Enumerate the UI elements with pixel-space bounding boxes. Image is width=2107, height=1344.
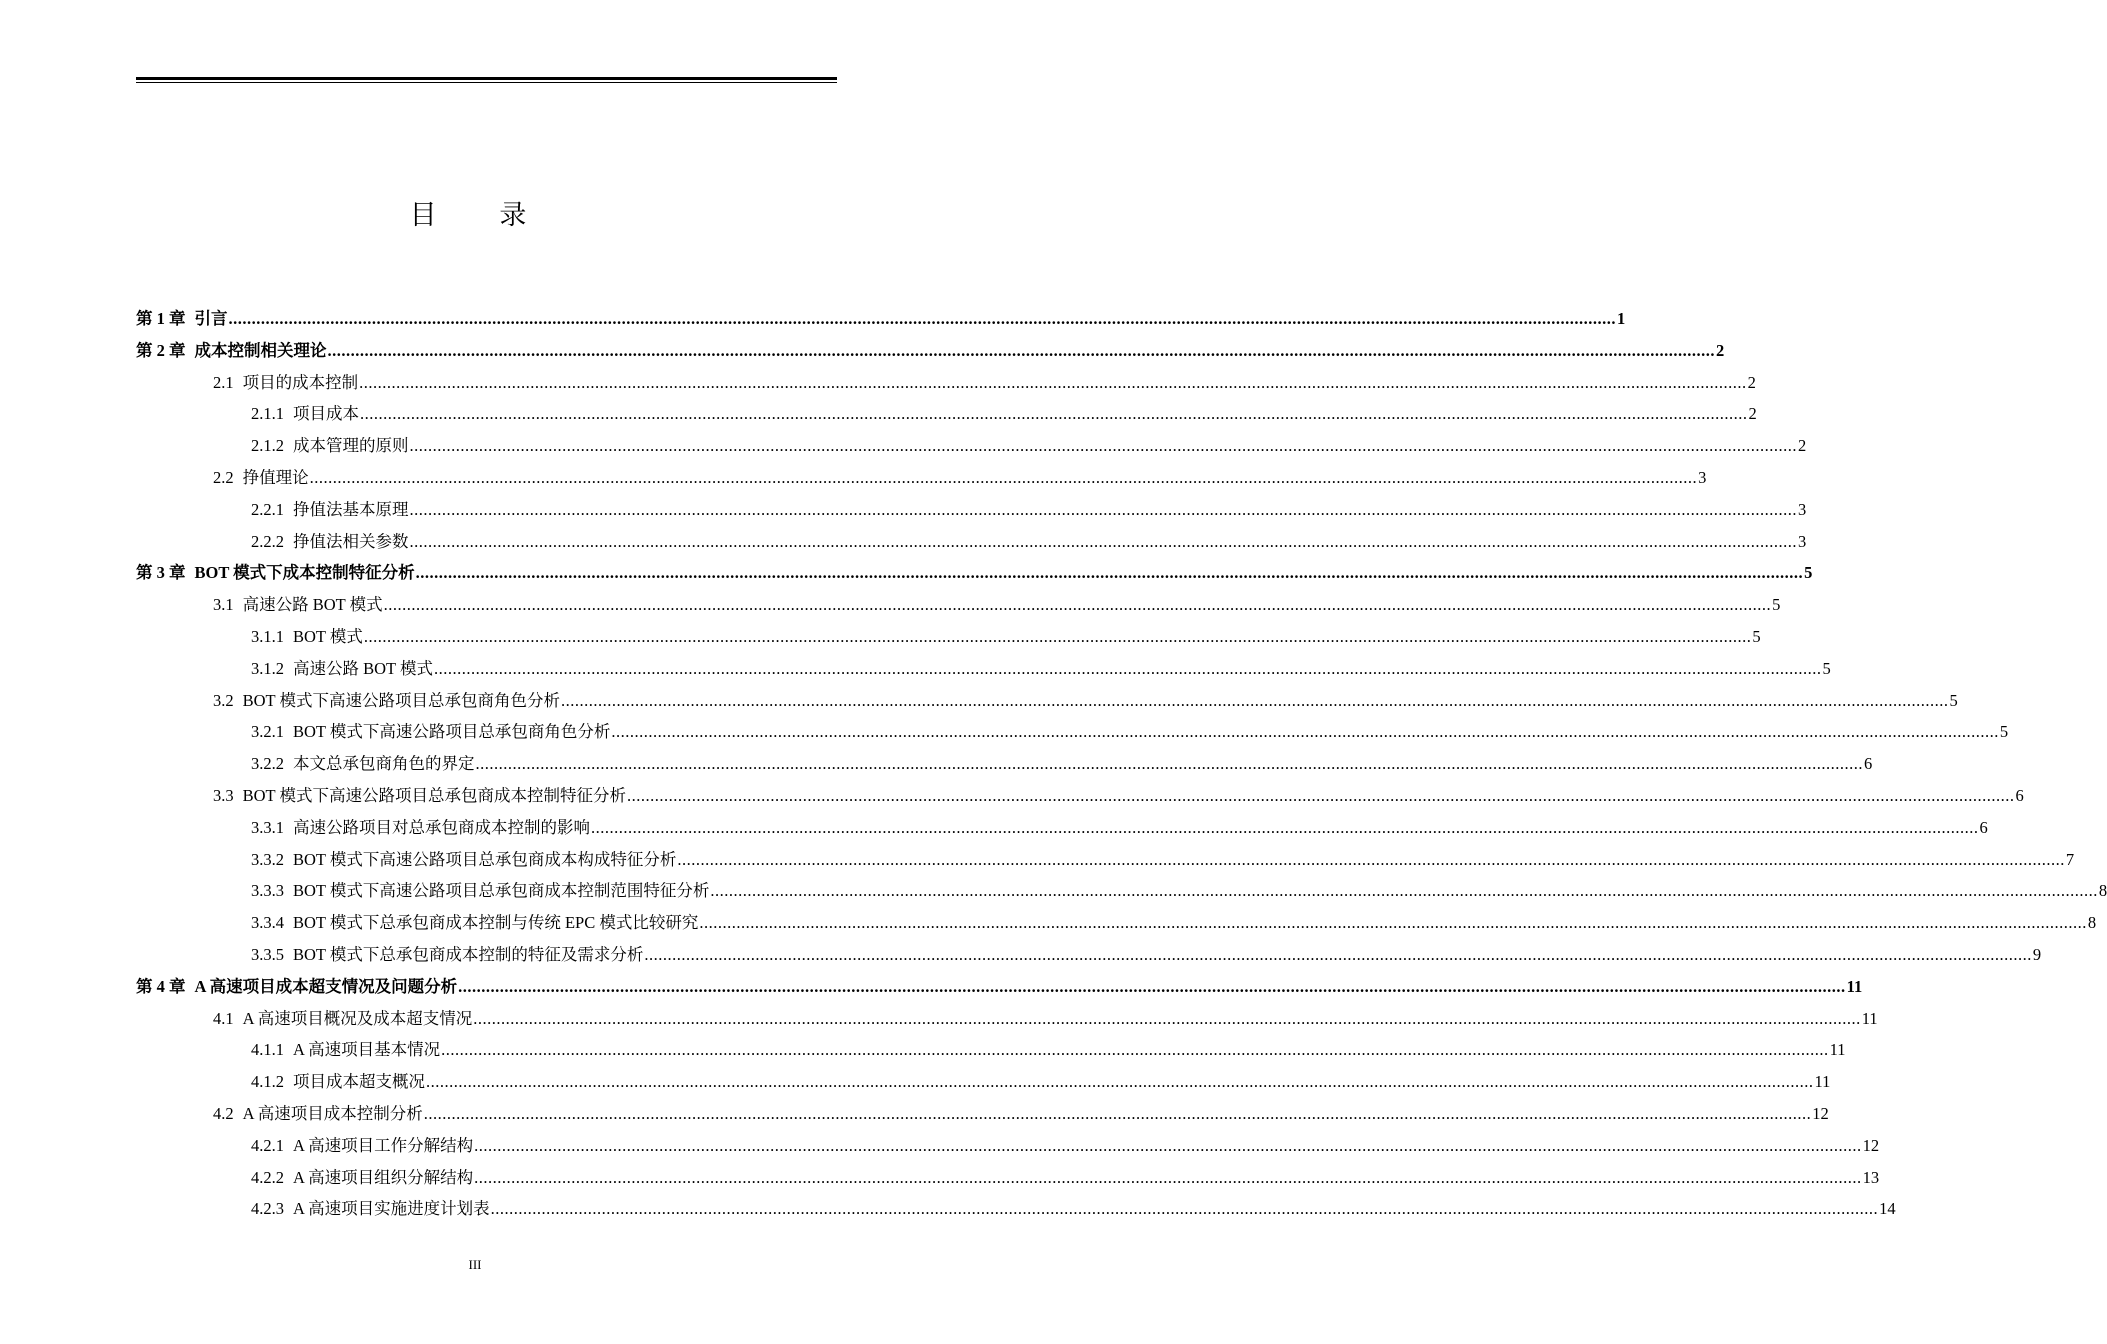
toc-entry-page: 5 xyxy=(1752,627,1761,646)
toc-entry-title: A 高速项目组织分解结构 xyxy=(293,1167,474,1187)
toc-entry-title: A 高速项目成本控制分析 xyxy=(242,1104,423,1123)
toc-entry-number: 3.2 xyxy=(213,690,234,710)
toc-entry[interactable] xyxy=(136,335,1725,367)
toc-dot-leader: ............................................................................................................................................................................................................................................................................................................ xyxy=(490,1199,1879,1219)
toc-dot-leader: ............................................................................................................................................................................................................................................................................................................ xyxy=(591,817,1979,837)
toc-entry-title: 本文总承包商角色的界定 xyxy=(293,754,475,774)
toc-dot-leader: ............................................................................................................................................................................................................................................................................................................ xyxy=(409,531,1797,551)
toc-dot-leader: ............................................................................................................................................................................................................................................................................................................ xyxy=(383,595,1772,615)
toc-entry-number: 3.2.1 xyxy=(251,722,284,742)
header-rule-thin xyxy=(136,82,837,83)
toc-dot-leader: ............................................................................................................................................................................................................................................................................................................ xyxy=(458,976,1846,996)
toc-entry-number: 3.1.2 xyxy=(251,658,284,678)
toc-dot-leader: ............................................................................................................................................................................................................................................................................................................ xyxy=(359,372,1747,392)
toc-entry-title: 高速公路 BOT 模式 xyxy=(293,658,433,678)
toc-entry-number: 2.1.2 xyxy=(251,436,284,456)
toc-entry[interactable] xyxy=(251,653,1831,685)
toc-entry[interactable] xyxy=(251,844,2075,876)
toc-entry-number: 2.2.1 xyxy=(251,499,284,519)
toc-entry-number: 4.2 xyxy=(213,1104,234,1123)
toc-entry-number: 4.1.2 xyxy=(251,1072,284,1092)
toc-entry-page: 6 xyxy=(2015,786,2024,805)
toc-entry-title: 成本管理的原则 xyxy=(293,436,409,456)
toc-entry-number: 第 3 章 xyxy=(136,563,186,583)
toc-entry-number: 4.1 xyxy=(213,1008,234,1028)
toc-entry-number: 3.3.1 xyxy=(251,817,284,837)
toc-entry-page: 11 xyxy=(1846,976,1863,996)
toc-entry-title: BOT 模式下高速公路项目总承包商成本构成特征分析 xyxy=(293,849,677,869)
toc-entry-number: 3.1 xyxy=(213,595,234,615)
toc-entry-page: 8 xyxy=(2087,913,2097,933)
toc-dot-leader: ............................................................................................................................................................................................................................................................................................................ xyxy=(710,881,2098,901)
toc-dot-leader: ............................................................................................................................................................................................................................................................................................................ xyxy=(473,1008,1861,1028)
toc-entry[interactable] xyxy=(213,462,1707,494)
toc-entry-page: 9 xyxy=(2032,945,2042,964)
toc-dot-leader: ............................................................................................................................................................................................................................................................................................................ xyxy=(611,722,1999,742)
toc-entry[interactable] xyxy=(213,780,2024,812)
toc-entry-page: 5 xyxy=(1822,658,1831,678)
toc-entry-number: 3.3 xyxy=(213,786,234,805)
toc-entry-title: A 高速项目工作分解结构 xyxy=(293,1135,474,1155)
toc-entry-page: 11 xyxy=(1829,1040,1846,1060)
toc-entry[interactable] xyxy=(251,1193,1896,1225)
toc-entry-page: 2 xyxy=(1798,436,1807,456)
toc-dot-leader: ............................................................................................................................................................................................................................................................................................................ xyxy=(626,786,2015,805)
toc-entry-title: BOT 模式下总承包商成本控制的特征及需求分析 xyxy=(293,945,644,964)
toc-dot-leader: ............................................................................................................................................................................................................................................................................................................ xyxy=(363,627,1752,646)
toc-entry-number: 3.3.2 xyxy=(251,849,284,869)
toc-entry-page: 8 xyxy=(2098,881,2107,901)
toc-dot-leader: ............................................................................................................................................................................................................................................................................................................ xyxy=(474,1135,1862,1155)
toc-entry-page: 13 xyxy=(1862,1167,1880,1187)
toc-entry-number: 2.2 xyxy=(213,468,234,487)
toc-entry[interactable] xyxy=(213,1003,1878,1035)
toc-entry-number: 3.3.5 xyxy=(251,945,284,964)
toc-entry[interactable] xyxy=(251,748,1873,780)
toc-entry-number: 2.2.2 xyxy=(251,531,284,551)
toc-entry-title: A 高速项目基本情况 xyxy=(293,1040,441,1060)
toc-entry-title: BOT 模式下高速公路项目总承包商角色分析 xyxy=(242,690,560,710)
toc-entry[interactable] xyxy=(251,1066,1831,1098)
toc-entry-title: 挣值法基本原理 xyxy=(293,499,409,519)
toc-dot-leader: ............................................................................................................................................................................................................................................................................................................ xyxy=(475,754,1863,774)
toc-dot-leader: ............................................................................................................................................................................................................................................................................................................ xyxy=(426,1072,1814,1092)
toc-dot-leader: ............................................................................................................................................................................................................................................................................................................ xyxy=(677,849,2065,869)
toc-entry-number: 3.3.4 xyxy=(251,913,284,933)
toc-entry[interactable] xyxy=(251,875,2107,907)
toc-entry-number: 4.2.1 xyxy=(251,1135,284,1155)
toc-entry-page: 5 xyxy=(1772,595,1781,615)
toc-entry-page: 7 xyxy=(2065,849,2075,869)
toc-entry-number: 2.1 xyxy=(213,372,234,392)
toc-entry-title: BOT 模式下高速公路项目总承包商成本控制特征分析 xyxy=(242,786,626,805)
toc-dot-leader: ............................................................................................................................................................................................................................................................................................................ xyxy=(415,563,1804,583)
toc-entry-title: 项目成本超支概况 xyxy=(293,1072,425,1092)
toc-entry-number: 4.1.1 xyxy=(251,1040,284,1060)
toc-entry-page: 1 xyxy=(1617,309,1626,328)
toc-entry[interactable] xyxy=(213,685,1958,717)
toc-entry-title: 项目成本 xyxy=(293,404,359,424)
toc-entry-page: 11 xyxy=(1861,1008,1878,1028)
toc-entry[interactable] xyxy=(251,939,2042,971)
toc-entry-page: 14 xyxy=(1879,1199,1896,1219)
toc-dot-leader: ............................................................................................................................................................................................................................................................................................................ xyxy=(699,913,2087,933)
toc-entry-title: 项目的成本控制 xyxy=(242,372,359,392)
toc-entry[interactable] xyxy=(136,557,1813,589)
toc-entry-page: 2 xyxy=(1747,372,1756,392)
toc-entry-number: 第 2 章 xyxy=(136,340,186,360)
toc-dot-leader: ............................................................................................................................................................................................................................................................................................................ xyxy=(423,1104,1812,1123)
toc-entry[interactable] xyxy=(251,907,2097,939)
toc-entry-title: BOT 模式下高速公路项目总承包商成本控制范围特征分析 xyxy=(293,881,710,901)
toc-dot-leader: ............................................................................................................................................................................................................................................................................................................ xyxy=(360,404,1748,424)
toc-entry-title: A 高速项目概况及成本超支情况 xyxy=(242,1008,473,1028)
toc-entry-number: 3.2.2 xyxy=(251,754,284,774)
toc-dot-leader: ............................................................................................................................................................................................................................................................................................................ xyxy=(644,945,2032,964)
toc-entry[interactable] xyxy=(251,1162,1880,1194)
toc-entry-title: BOT 模式 xyxy=(293,627,363,646)
toc-title: 目 录 xyxy=(409,200,555,230)
toc-entry-title: BOT 模式下高速公路项目总承包商角色分析 xyxy=(293,722,611,742)
toc-entry-page: 12 xyxy=(1812,1104,1829,1123)
toc-dot-leader: ............................................................................................................................................................................................................................................................................................................ xyxy=(409,499,1797,519)
toc-entry-page: 11 xyxy=(1814,1072,1831,1092)
toc-entry-title: BOT 模式下总承包商成本控制与传统 EPC 模式比较研究 xyxy=(293,913,699,933)
toc-entry[interactable] xyxy=(251,398,1757,430)
toc-entry[interactable] xyxy=(251,430,1807,462)
toc-entry[interactable] xyxy=(251,1130,1880,1162)
toc-entry[interactable] xyxy=(251,1034,1846,1066)
toc-entry-number: 3.1.1 xyxy=(251,627,284,646)
toc-dot-leader: ............................................................................................................................................................................................................................................................................................................ xyxy=(309,468,1698,487)
toc-entry[interactable] xyxy=(136,971,1863,1003)
toc-dot-leader: ............................................................................................................................................................................................................................................................................................................ xyxy=(409,436,1797,456)
toc-dot-leader: ............................................................................................................................................................................................................................................................................................................ xyxy=(474,1167,1862,1187)
toc-entry-page: 12 xyxy=(1862,1135,1880,1155)
toc-entry-page: 3 xyxy=(1798,499,1807,519)
toc-entry-page: 5 xyxy=(1804,563,1813,583)
toc-dot-leader: ............................................................................................................................................................................................................................................................................................................ xyxy=(327,340,1715,360)
toc-entry-page: 3 xyxy=(1698,468,1707,487)
toc-entry-title: 挣值法相关参数 xyxy=(293,531,409,551)
toc-entry-title: 引言 xyxy=(194,309,228,328)
toc-entry-title: 挣值理论 xyxy=(242,468,309,487)
toc-entry-title: A 高速项目实施进度计划表 xyxy=(293,1199,490,1219)
toc-entry-title: A 高速项目成本超支情况及问题分析 xyxy=(194,976,458,996)
toc-entry[interactable] xyxy=(136,303,1626,335)
toc-entry[interactable] xyxy=(251,812,1988,844)
toc-entry[interactable] xyxy=(213,367,1756,399)
toc-entry-number: 第 4 章 xyxy=(136,976,186,996)
toc-entry-page: 3 xyxy=(1798,531,1807,551)
toc-entry-page: 6 xyxy=(1864,754,1873,774)
toc-dot-leader: ............................................................................................................................................................................................................................................................................................................ xyxy=(560,690,1949,710)
toc-entry-title: 高速公路 BOT 模式 xyxy=(242,595,383,615)
toc-entry[interactable] xyxy=(251,526,1807,558)
toc-dot-leader: ............................................................................................................................................................................................................................................................................................................ xyxy=(228,309,1616,328)
toc-entry-title: 高速公路项目对总承包商成本控制的影响 xyxy=(293,817,590,837)
toc-entry[interactable] xyxy=(251,716,2009,748)
toc-entry[interactable] xyxy=(251,621,1761,653)
toc-entry-page: 5 xyxy=(1999,722,2009,742)
toc-entry-number: 4.2.2 xyxy=(251,1167,284,1187)
toc-entry-title: BOT 模式下成本控制特征分析 xyxy=(194,563,415,583)
toc-entry-number: 3.3.3 xyxy=(251,881,284,901)
toc-entry-title: 成本控制相关理论 xyxy=(194,340,327,360)
toc-entry-page: 2 xyxy=(1716,340,1725,360)
toc-entry-page: 5 xyxy=(1949,690,1958,710)
header-rule-thick xyxy=(136,77,837,80)
toc-entry[interactable] xyxy=(213,1098,1829,1130)
toc-entry-number: 4.2.3 xyxy=(251,1199,284,1219)
toc-dot-leader: ............................................................................................................................................................................................................................................................................................................ xyxy=(441,1040,1829,1060)
page-number-footer: III xyxy=(468,1257,482,1272)
toc-entry-page: 2 xyxy=(1748,404,1757,424)
toc-dot-leader: ............................................................................................................................................................................................................................................................................................................ xyxy=(433,658,1822,678)
toc-entry[interactable] xyxy=(251,494,1807,526)
toc-entry-page: 6 xyxy=(1979,817,1988,837)
toc-entry-number: 第 1 章 xyxy=(136,309,186,328)
toc-entry[interactable] xyxy=(213,589,1781,621)
toc-entry-number: 2.1.1 xyxy=(251,404,284,424)
